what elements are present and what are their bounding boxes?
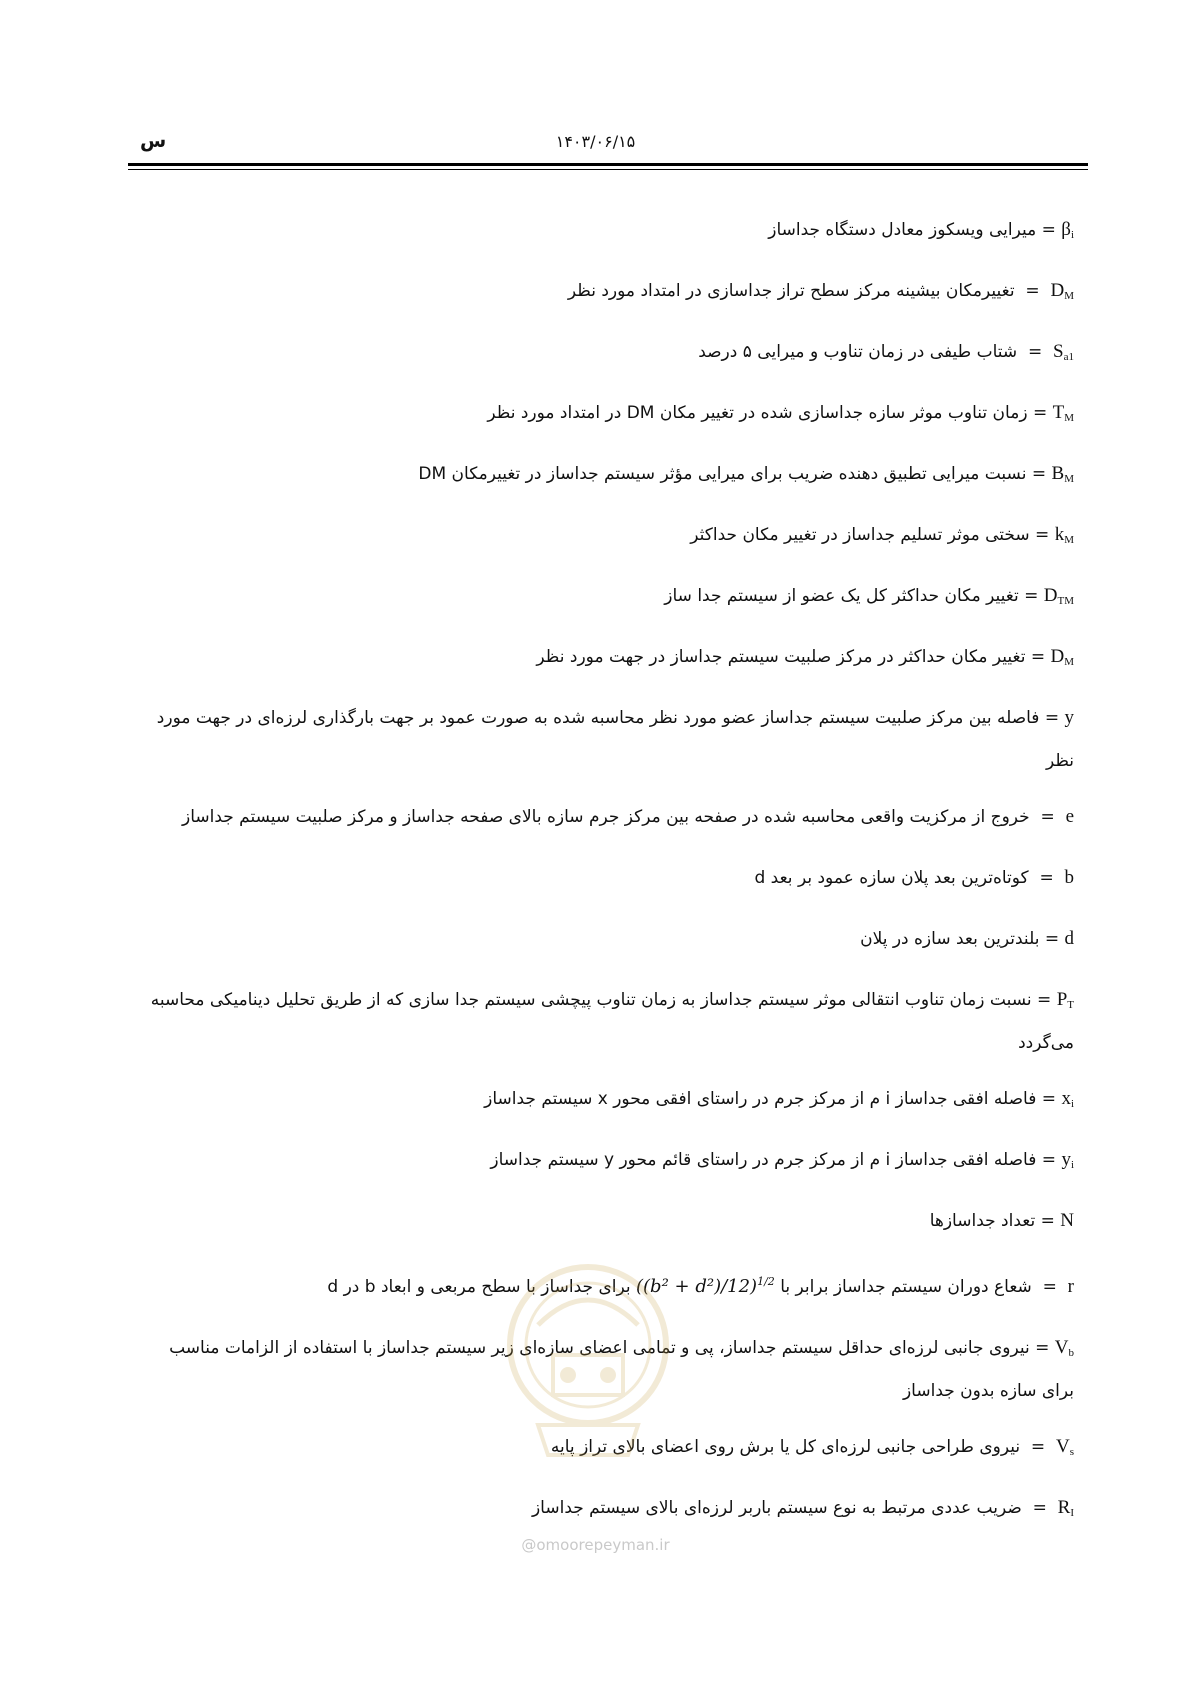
equals-sign: =: [1026, 464, 1052, 484]
equals-sign: =: [1018, 586, 1044, 606]
symbol-base: D: [1043, 585, 1058, 606]
equals-sign: =: [1021, 1498, 1058, 1518]
definition-tm: [140, 394, 1074, 437]
definition-text: نیروی جانبی لرزه‌ای حداقل سیستم جداساز، پی و تمامی اعضای سازه‌ای زیر سیستم جداساز با استفاده از الزامات مناسب برای سازه بدون جداساز: [169, 1338, 1074, 1401]
header-rule-thick: [128, 163, 1088, 166]
equals-sign: =: [1027, 403, 1053, 423]
symbol: [1065, 928, 1075, 949]
equals-sign: =: [1031, 1277, 1068, 1297]
symbol-subscript: i: [1070, 229, 1074, 241]
definition-text: تغییر مکان حداکثر در مرکز صلبیت سیستم جداساز در جهت مورد نظر: [536, 647, 1026, 667]
symbol-subscript: i: [1070, 1159, 1074, 1171]
symbol: [1055, 524, 1074, 545]
definition-text: بلندترین بعد سازه در پلان: [860, 929, 1040, 949]
watermark-site: @omoorepeyman.ir: [521, 1536, 670, 1554]
definition-text: شتاب طیفی در زمان تناوب و میرایی ۵ درصد: [698, 342, 1018, 362]
definition-text: شعاع دوران سیستم جداساز برابر با: [780, 1277, 1032, 1297]
symbol: [1061, 1088, 1074, 1109]
symbol-base: S: [1053, 341, 1064, 362]
symbol-base: b: [1064, 867, 1074, 888]
symbol-subscript: I: [1070, 1507, 1074, 1519]
formula-base: ((b² + d²)/12): [636, 1276, 758, 1297]
definition-text: تعداد جداسازها: [929, 1211, 1036, 1231]
symbol-base: y: [1061, 1149, 1071, 1170]
equals-sign: =: [1017, 342, 1054, 362]
equals-sign: =: [1036, 220, 1062, 240]
symbol: [1055, 1337, 1074, 1358]
symbol: [1058, 1497, 1074, 1518]
symbol-base: β: [1061, 219, 1071, 240]
equals-sign: =: [1039, 708, 1065, 728]
symbol: [1065, 707, 1075, 728]
equals-sign: =: [1035, 1211, 1061, 1231]
symbol: [1065, 867, 1075, 888]
definition-text: سختی موثر تسلیم جداساز در تغییر مکان حداکثر: [690, 525, 1030, 545]
definition-n: [140, 1202, 1074, 1245]
definition-xi: [140, 1080, 1074, 1123]
symbol-base: k: [1054, 524, 1065, 545]
equals-sign: =: [1036, 1089, 1062, 1109]
equals-sign: =: [1029, 807, 1066, 827]
definition-b: [140, 859, 1074, 902]
definition-text: نیروی طراحی جانبی لرزه‌ای کل یا برش روی اعضای بالای تراز پایه: [550, 1437, 1021, 1457]
symbol-base: P: [1056, 989, 1068, 1010]
header-rule-thin: [128, 169, 1088, 170]
equals-sign: =: [1025, 647, 1051, 667]
definition-yi: [140, 1141, 1074, 1184]
header-date: ۱۴۰۳/۰۶/۱۵: [555, 132, 636, 151]
symbol-subscript: M: [1064, 534, 1074, 546]
symbol-base: y: [1064, 707, 1074, 728]
symbol-subscript: b: [1068, 1347, 1074, 1359]
header-mark: س: [140, 130, 167, 152]
definition-km: [140, 516, 1074, 559]
equals-sign: =: [1014, 281, 1051, 301]
symbol-base: V: [1055, 1436, 1070, 1457]
symbol-subscript: M: [1064, 290, 1074, 302]
symbol-base: r: [1067, 1276, 1074, 1297]
symbol: [1053, 402, 1074, 423]
definition-text: فاصله بین مرکز صلبیت سیستم جداساز عضو مورد نظر محاسبه شده به صورت عمود بر جهت بارگذاری لرزه‌ای در جهت مورد نظر: [156, 708, 1074, 771]
definition-text: تغییرمکان بیشینه مرکز سطح تراز جداسازی در امتداد مورد نظر: [567, 281, 1015, 301]
symbol-subscript: i: [1070, 1098, 1074, 1110]
symbol: [1068, 1276, 1074, 1297]
equals-sign: =: [1039, 929, 1065, 949]
equals-sign: =: [1020, 1437, 1056, 1457]
formula-exponent: 1/2: [757, 1275, 775, 1288]
definition-text: تغییر مکان حداکثر کل یک عضو از سیستم جدا ساز: [664, 586, 1019, 606]
symbol: [1053, 341, 1074, 362]
definition-text: فاصله افقی جداساز i م از مرکز جرم در راستای افقی محور x سیستم جداساز: [484, 1089, 1037, 1109]
symbol: [1060, 1210, 1074, 1231]
symbol-base: N: [1060, 1210, 1074, 1231]
definition-text: میرایی ویسکوز معادل دستگاه جداساز: [768, 220, 1037, 240]
symbol-subscript: T: [1067, 999, 1074, 1011]
symbol: [1066, 806, 1074, 827]
symbol-base: D: [1050, 646, 1065, 667]
equals-sign: =: [1036, 1150, 1062, 1170]
symbol: [1056, 1436, 1074, 1457]
symbol: [1044, 585, 1074, 606]
symbol-base: x: [1061, 1088, 1071, 1109]
definition-e: [140, 798, 1074, 841]
symbol-subscript: M: [1064, 656, 1074, 668]
definition-d: [140, 920, 1074, 963]
definition-ri: [140, 1489, 1074, 1532]
definition-bm: [140, 455, 1074, 498]
symbol-subscript: M: [1064, 473, 1074, 485]
definition-pt: [140, 981, 1074, 1062]
symbol: [1061, 219, 1074, 240]
definition-text: فاصله افقی جداساز i م از مرکز جرم در راستای قائم محور y سیستم جداساز: [490, 1150, 1037, 1170]
symbol: [1052, 463, 1074, 484]
symbol-subscript: a1: [1063, 351, 1074, 363]
symbol: [1050, 646, 1074, 667]
equals-sign: =: [1028, 868, 1065, 888]
symbol-subscript: M: [1064, 412, 1074, 424]
symbol-base: T: [1052, 402, 1065, 423]
definition-text: کوتاه‌ترین بعد پلان سازه عمود بر بعد d: [754, 868, 1029, 888]
definition-text: برای جداساز با سطح مربعی و ابعاد b در d: [327, 1277, 631, 1297]
definition-dtm: [140, 577, 1074, 620]
definition-text: نسبت میرایی تطبیق دهنده ضریب برای میرایی مؤثر سیستم جداساز در تغییرمکان DM: [418, 464, 1027, 484]
definition-sa1: [140, 333, 1074, 376]
equals-sign: =: [1029, 525, 1055, 545]
definition-beta-i: [140, 211, 1074, 254]
symbol: [1050, 280, 1074, 301]
definition-text: ضریب عددی مرتبط به نوع سیستم باربر لرزه‌ای بالای سیستم جداساز: [531, 1498, 1022, 1518]
definition-dm-rigidity: [140, 638, 1074, 681]
watermark-seal-icon: [498, 1255, 678, 1465]
symbol: [1057, 989, 1074, 1010]
definition-dm: [140, 272, 1074, 315]
symbol: [1061, 1149, 1074, 1170]
symbol-base: R: [1057, 1497, 1071, 1518]
definition-text: نسبت زمان تناوب انتقالی موثر سیستم جداساز به زمان تناوب پیچشی سیستم جدا سازی که از طریق تحلیل دینامیکی محاسبه می‌گردد: [150, 990, 1074, 1053]
symbol-base: D: [1050, 280, 1065, 301]
symbol-subscript: s: [1069, 1446, 1074, 1458]
definition-text: زمان تناوب موثر سازه جداسازی شده در تغییر مکان DM در امتداد مورد نظر: [487, 403, 1028, 423]
definition-text: خروج از مرکزیت واقعی محاسبه شده در صفحه بین مرکز جرم سازه بالای صفحه جداساز و مرکز صلبیت سیستم جداساز: [181, 807, 1030, 827]
equals-sign: =: [1029, 1338, 1055, 1358]
symbol-base: B: [1051, 463, 1065, 484]
symbol-base: d: [1064, 928, 1074, 949]
symbol-base: V: [1054, 1337, 1069, 1358]
equals-sign: =: [1031, 990, 1057, 1010]
symbol-base: e: [1065, 806, 1074, 827]
symbol-subscript: TM: [1057, 595, 1074, 607]
definition-y: [140, 699, 1074, 780]
